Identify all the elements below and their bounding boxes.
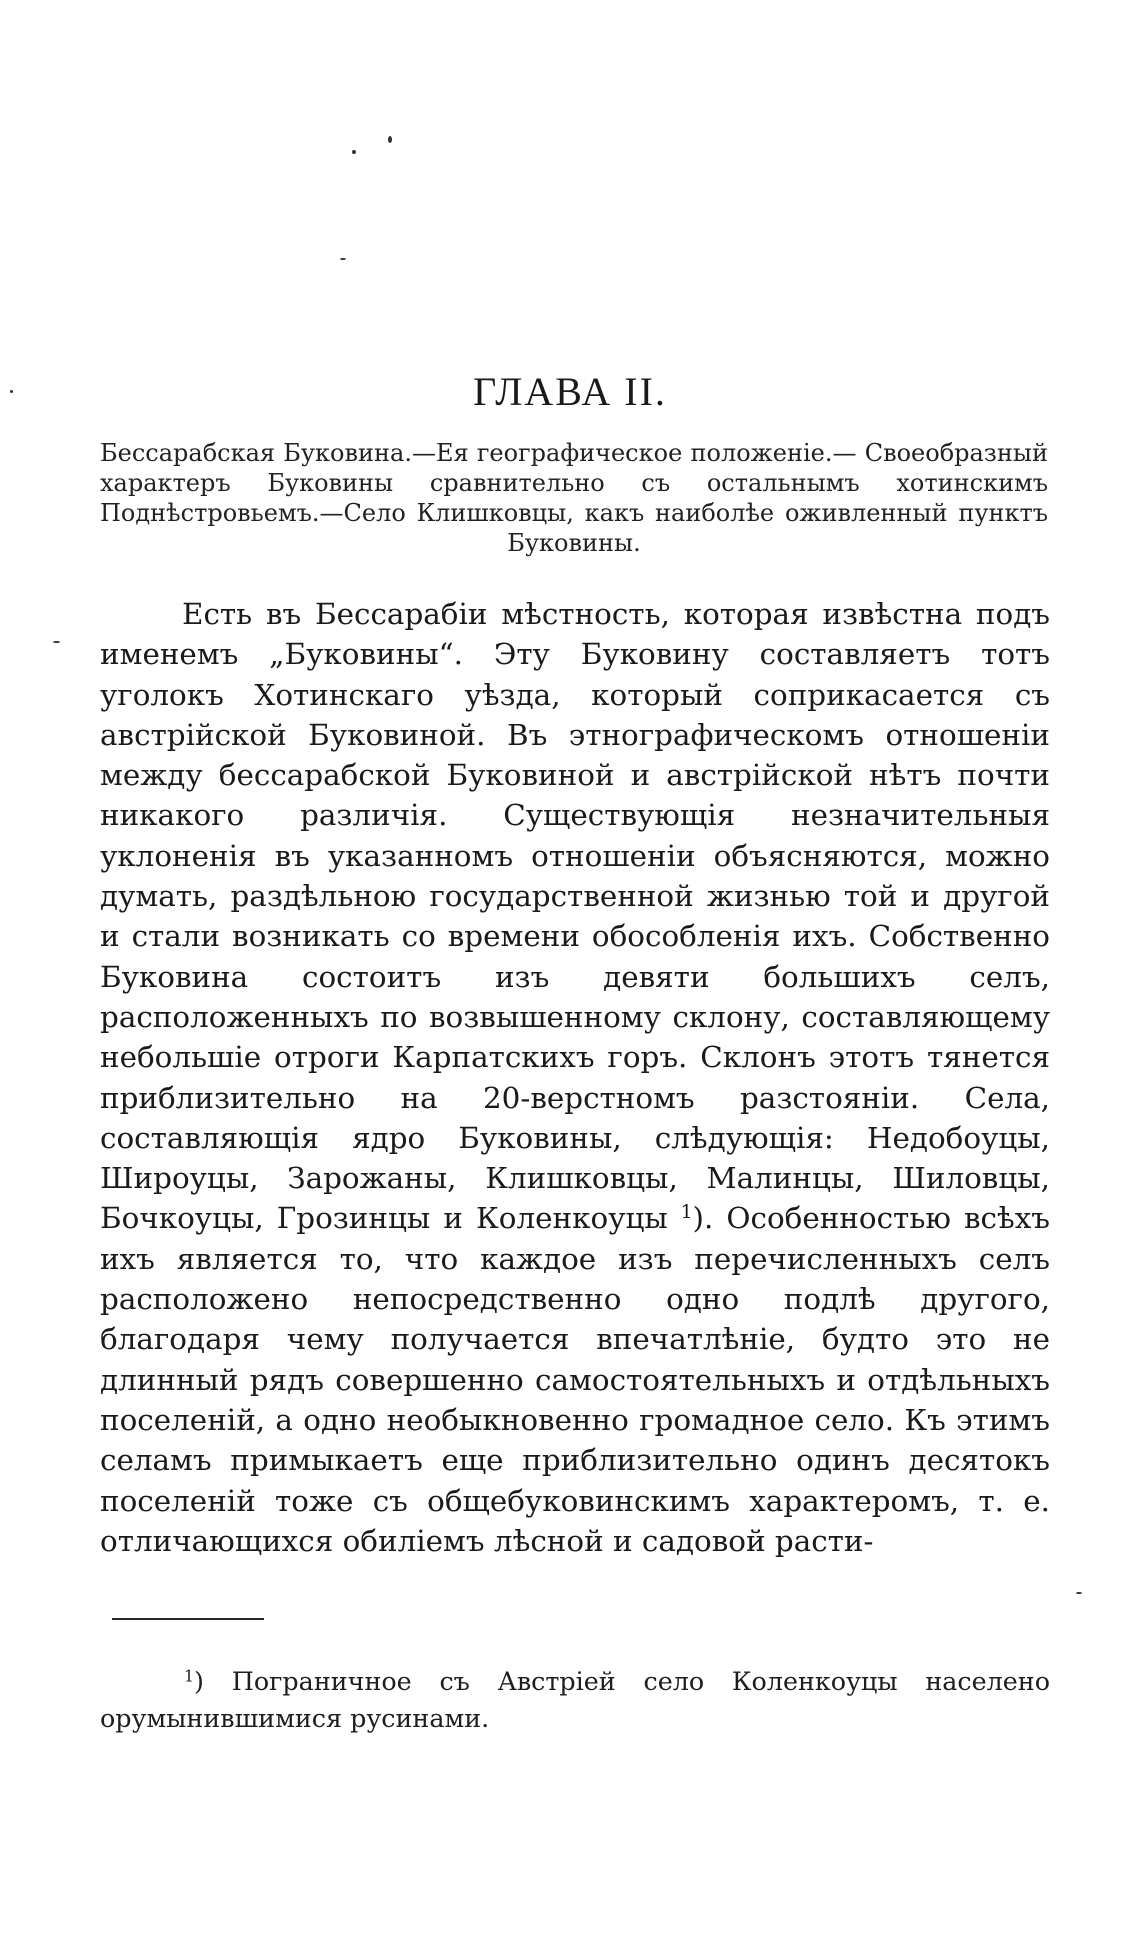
print-speck: [340, 258, 346, 260]
print-speck: [388, 136, 392, 143]
footnote: [100, 1663, 1050, 1737]
print-speck: [352, 150, 356, 154]
footnote-text: Пограничное съ Австріей село Коленкоуцы населено орумынившимися русинами.: [100, 1666, 1050, 1733]
chapter-heading: ГЛАВА II.: [473, 369, 667, 414]
body-text-after-note: ). Особенностью всѣхъ ихъ является то, что каждое изъ перечисленныхъ селъ расположено непосредственно одно подлѣ другого, благодаря чему получается впечатлѣніе, будто это не длинный рядъ совершенно самостоятельныхъ и отдѣльныхъ поселеній, а одно необыкновенно громадное село. Къ этимъ селамъ примыкаетъ еще приблизительно одинъ десятокъ поселеній тоже съ общебуковинскимъ характеромъ, т. е. отличающихся обиліемъ лѣсной и садовой расти-: [100, 1201, 1050, 1558]
chapter-summary: Бессарабская Буковина.—Ея географическое положеніе.— Своеобразный характеръ Буковины сравнительно съ остальнымъ хотинскимъ Поднѣстровьемъ.—Село Клишковцы, какъ наиболѣе оживленный пунктъ Буковины.: [100, 439, 1048, 557]
footnote-marker-paren: ): [194, 1666, 204, 1696]
footnote-divider: [112, 1618, 264, 1620]
footnote-reference[interactable]: 1: [680, 1202, 693, 1224]
body-text-before-note: Есть въ Бессарабіи мѣстность, которая извѣстна подъ именемъ „Буковины“. Эту Буковину составляетъ тотъ уголокъ Хотинскаго уѣзда, который соприкасается съ австрійской Буковиной. Въ этнографическомъ отношеніи между бессарабской Буковиной и австрійской нѣтъ почти никакого различія. Существующія незначительныя уклоненія въ указанномъ отношеніи объясняются, можно думать, раздѣльною государственной жизнью той и другой и стали возникать со времени обособленія ихъ. Собственно Буковина состоитъ изъ девяти большихъ селъ, расположенныхъ по возвышенному склону, составляющему небольшіе отроги Карпатскихъ горъ. Склонъ этотъ тянется приблизительно на 20-верстномъ разстояніи. Села, составляющія ядро Буковины, слѣдующія: Недобоуцы, Широуцы, Зарожаны, Клишковцы, Малинцы, Шиловцы, Бочкоуцы, Грозинцы и Коленкоуцы: [100, 597, 1050, 1236]
body-paragraph: [100, 594, 1050, 1561]
footnote-marker: 1: [184, 1666, 195, 1686]
print-speck: [1076, 1592, 1082, 1594]
print-speck: [53, 641, 60, 643]
